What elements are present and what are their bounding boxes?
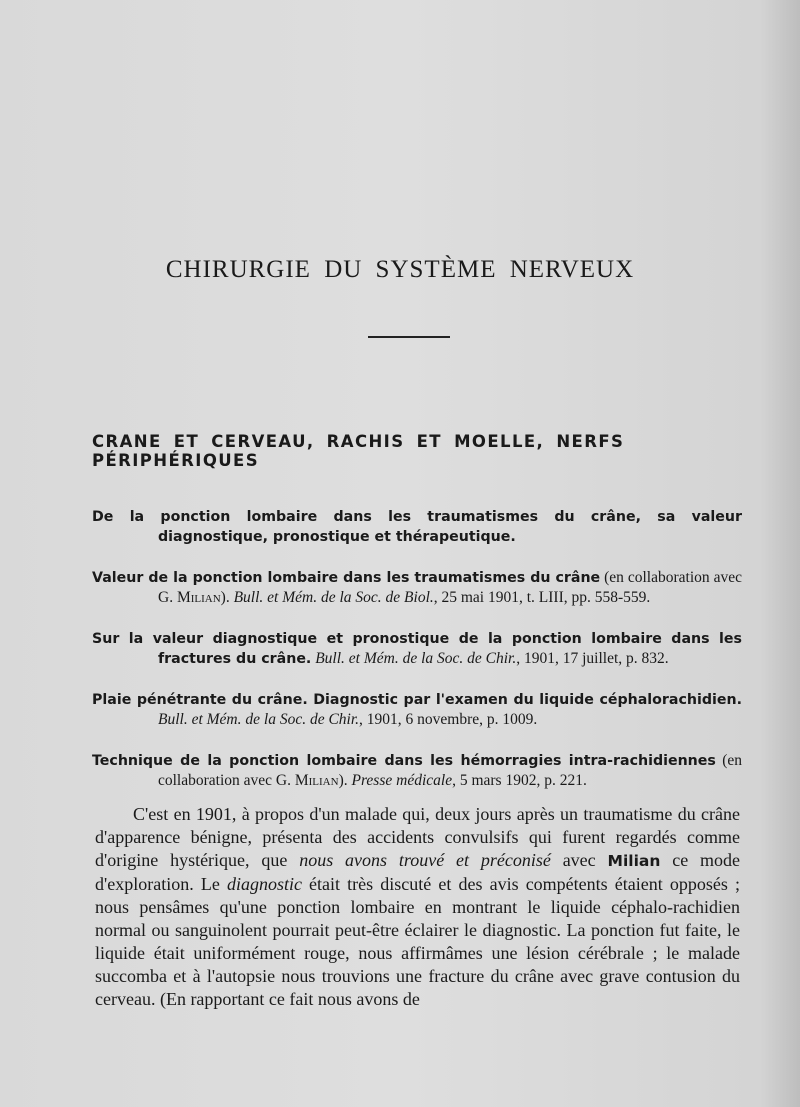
body-text-segment: C'est en 1901, à propos d'un malade qui, deux jours après un traumatisme du crâne d'apparence bénigne, présenta des accidents convulsifs qui furent regardés comme d'origine hystérique, que xyxy=(95,804,740,870)
title-divider xyxy=(368,336,450,338)
body-paragraph xyxy=(95,803,740,1011)
bibliography-entry xyxy=(92,690,742,730)
entry-title: De la ponction lombaire dans les traumatismes du crâne, sa valeur diagnostique, pronostique et thérapeutique. xyxy=(92,509,742,545)
entry-title: Technique de la ponction lombaire dans les hémorragies intra-rachidiennes xyxy=(92,753,716,769)
entry-journal: Bull. et Mém. de la Soc. de Chir. xyxy=(315,650,517,667)
bibliography-entry xyxy=(92,568,742,608)
entry-prefix: (en collaboration avec G. xyxy=(158,569,742,606)
entry-prefix: (en collaboration avec G. xyxy=(158,752,742,789)
page-title: CHIRURGIE DU SYSTÈME NERVEUX xyxy=(165,256,635,283)
bibliography-entry xyxy=(92,507,742,547)
entry-after-author: ). xyxy=(338,772,352,789)
entry-after-author: ). xyxy=(220,589,234,606)
section-heading: CRANE ET CERVEAU, RACHIS ET MOELLE, NERFS PÉRIPHÉRIQUES xyxy=(92,432,625,470)
entry-journal: Bull. et Mém. de la Soc. de Chir. xyxy=(158,711,360,728)
body-text-segment: avec xyxy=(550,850,608,870)
bibliography-list xyxy=(92,507,742,812)
bibliography-entry xyxy=(92,629,742,669)
entry-journal: Presse médicale xyxy=(351,772,453,789)
entry-details: , 1901, 17 juillet, p. 832. xyxy=(516,650,669,667)
entry-title: Sur la valeur diagnostique et pronostique de la ponction lombaire dans les fractures du crâne. xyxy=(92,631,742,667)
body-italic-segment: diagnostic xyxy=(226,874,302,894)
entry-details: , 5 mars 1902, p. 221. xyxy=(452,772,587,789)
entry-journal: Bull. et Mém. de la Soc. de Biol. xyxy=(233,589,434,606)
entry-author: Milian xyxy=(294,772,339,789)
body-italic-segment: nous avons trouvé et préconisé xyxy=(299,850,551,870)
entry-details: , 25 mai 1901, t. LIII, pp. 558-559. xyxy=(433,589,651,606)
body-text-segment: était très discuté et des avis compétents étaient opposés ; nous pensâmes qu'une ponction lombaire en montrant le liquide céphalo-rachidien normal ou sanguinolent pourrait peut-être éclairer le diagnostic. La ponction fut faite, le liquide était uniformément rouge, nous affirmâmes une lésion cérébrale ; le malade succomba et à l'autopsie nous trouvions une fracture du crâne avec grave contusion du cerveau. (En rapportant ce fait nous avons de xyxy=(95,874,740,1009)
bibliography-entry xyxy=(92,751,742,791)
body-text-segment: ce mode d'exploration. Le xyxy=(95,850,741,894)
entry-title: Valeur de la ponction lombaire dans les traumatismes du crâne xyxy=(92,570,601,586)
entry-details: , 1901, 6 novembre, p. 1009. xyxy=(359,711,538,728)
body-bold-segment: Milian xyxy=(607,852,661,870)
entry-author: Milian xyxy=(176,589,221,606)
entry-title: Plaie pénétrante du crâne. Diagnostic par l'examen du liquide céphalorachidien. xyxy=(92,692,742,708)
